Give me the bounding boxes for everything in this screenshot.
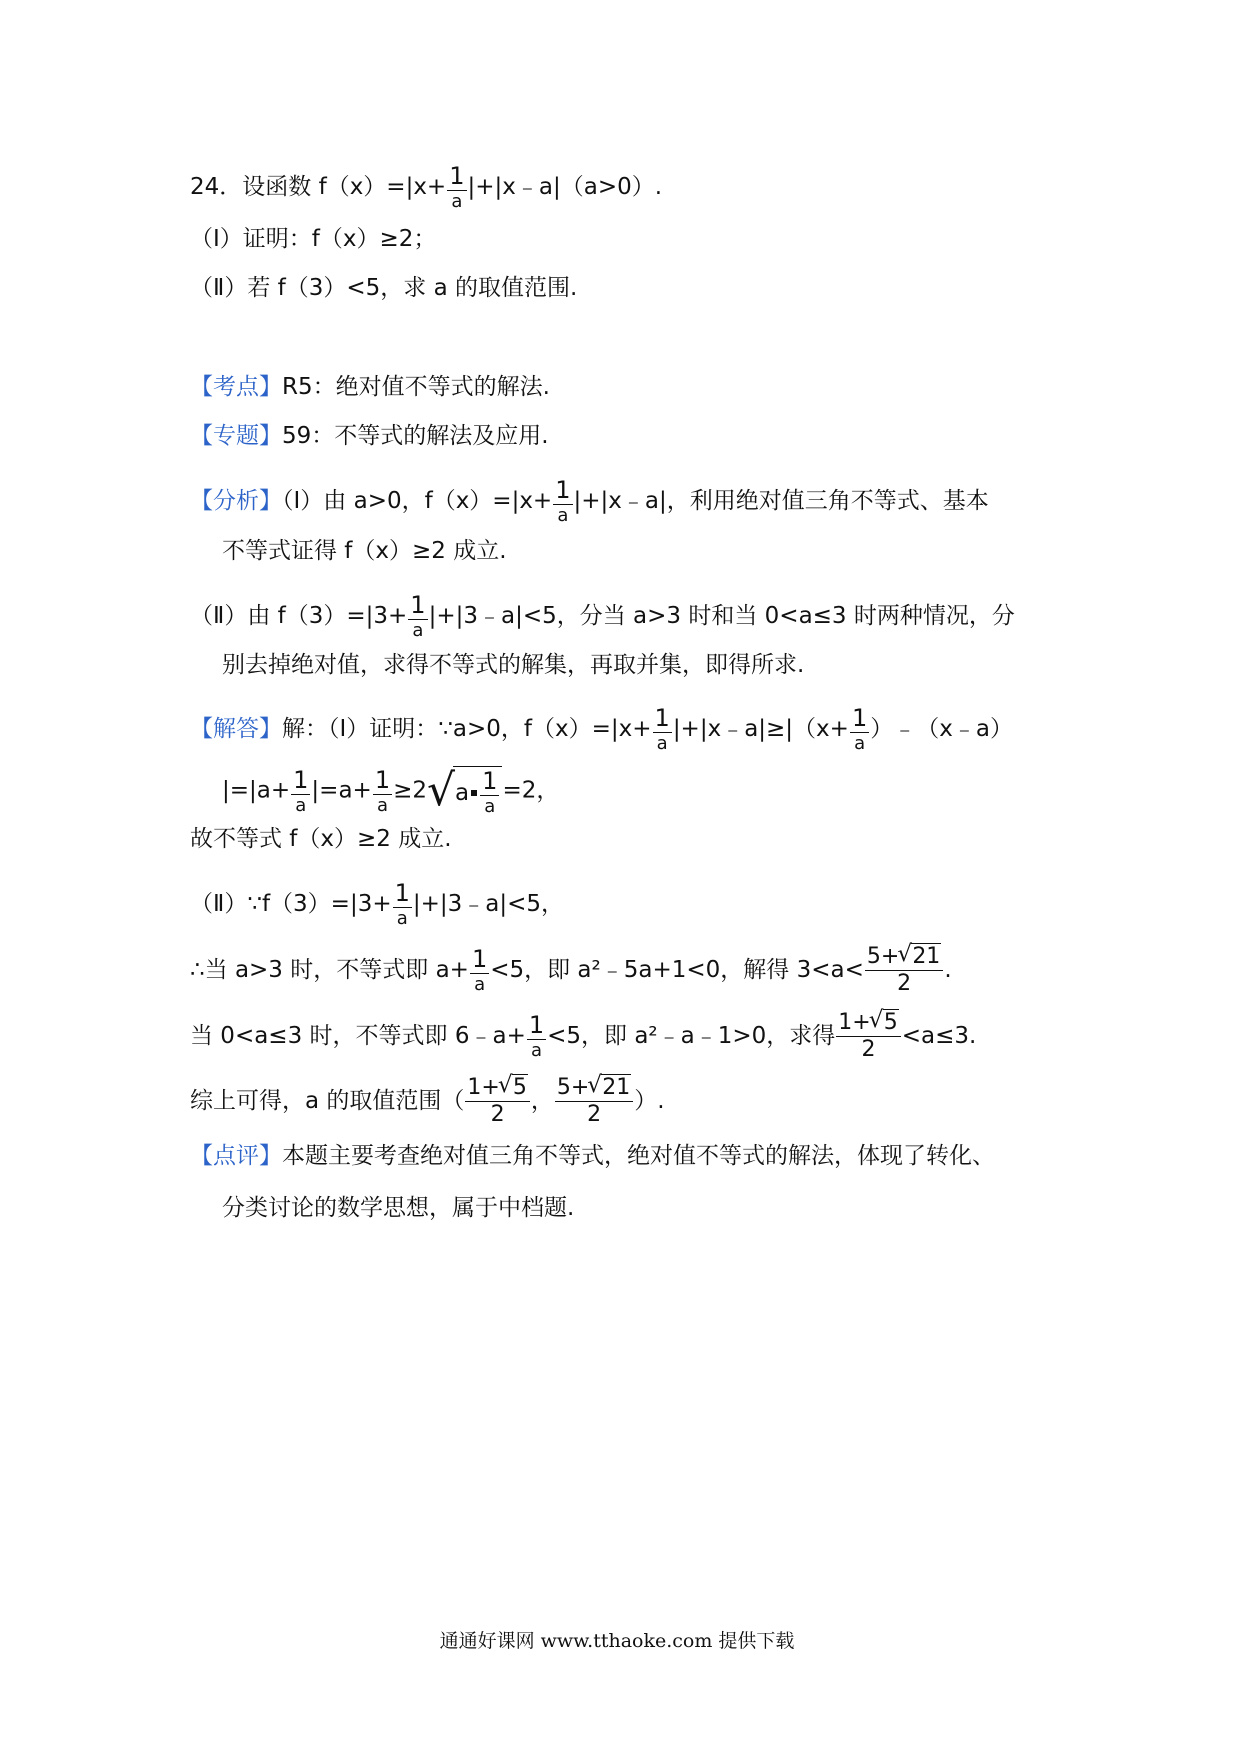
dianping-line1: 【点评】本题主要考查绝对值三角不等式，绝对值不等式的解法，体现了转化、 (190, 1143, 995, 1169)
fenxi-line4: 别去掉绝对值，求得不等式的解集，再取并集，即得所求. (222, 652, 805, 678)
fraction-5-plus-sqrt21-over-2: $\frac{5+√ 21}{2}$ (555, 1077, 633, 1126)
problem-part1: （Ⅰ）证明：f（x）≥2； (190, 226, 437, 252)
fraction: $\frac{1}{a}$ (410, 591, 426, 641)
problem-number: 24． (190, 174, 243, 200)
jieda-line4: （Ⅱ）∵f（3）=|3+ $\frac{1}{a}$ |+|3﹣a|<5， (190, 879, 565, 929)
fraction-1-plus-sqrt5-over-2: $\frac{1+√ 5}{2}$ (836, 1012, 900, 1061)
jieda-tag: 【解答】 (190, 716, 282, 742)
jieda-line2: |=|a+ $\frac{1}{a}$ |=a+ $\frac{1}{a}$ ≥2 √ a $\frac{1}{a}$ =2， (222, 765, 560, 817)
fenxi-line3: （Ⅱ）由 f（3）=|3+ $\frac{1}{a}$ |+|3﹣a|<5，分当 a>3 时和当 0<a≤3 时两种情况，分 (190, 591, 1015, 641)
kaodian-line: 【考点】R5：绝对值不等式的解法. (190, 374, 550, 400)
dianping-tag: 【点评】 (190, 1143, 282, 1169)
footer-source: 通通好课网 www.tthaoke.com 提供下载 (439, 1630, 795, 1652)
fraction: $\frac{1}{a}$ (374, 765, 391, 816)
fraction-1-plus-sqrt5-over-2: $\frac{1+√ 5}{2}$ (465, 1077, 529, 1126)
jieda-line5: ∴当 a>3 时，不等式即 a+ $\frac{1}{a}$ <5，即 a²﹣5a+1<0，解得 3<a< $\frac{5+√ 21}{2}$ . (190, 946, 952, 995)
jieda-line3: 故不等式 f（x）≥2 成立. (190, 826, 452, 852)
multiply-dot (471, 790, 477, 796)
fenxi-line2: 不等式证得 f（x）≥2 成立. (222, 538, 507, 564)
problem-statement: 24．设函数 f（x）=|x+ $\frac{1}{a}$ |+|x﹣a|（a>0）. (190, 162, 663, 212)
fraction: $\frac{1}{a}$ (471, 945, 488, 995)
jieda-line1: 【解答】解：（Ⅰ）证明：∵a>0，f（x）=|x+ $\frac{1}{a}$ |+|x﹣a|≥|（x+ $\frac{1}{a}$ ）﹣（x﹣a） (190, 704, 1013, 754)
fraction: $\frac{1}{a}$ (293, 765, 309, 816)
fraction: $\frac{1}{a}$ (555, 476, 571, 526)
fraction: $\frac{1}{a}$ (528, 1011, 545, 1061)
fenxi-line1: 【分析】（Ⅰ）由 a>0，f（x）=|x+ $\frac{1}{a}$ |+|x﹣a|，利用绝对值三角不等式、基本 (190, 476, 989, 526)
zhuanti-tag: 【专题】 (190, 423, 282, 449)
fraction: $\frac{1}{a}$ (482, 767, 498, 817)
kaodian-tag: 【考点】 (190, 374, 282, 400)
fenxi-tag: 【分析】 (190, 488, 282, 514)
fraction: $\frac{1}{a}$ (394, 879, 410, 929)
zhuanti-line: 【专题】59：不等式的解法及应用. (190, 423, 549, 449)
jieda-line6: 当 0<a≤3 时，不等式即 6﹣a+ $\frac{1}{a}$ <5，即 a²﹣a﹣1>0，求得 $\frac{1+√ 5}{2}$ <a≤3. (190, 1012, 976, 1061)
dianping-line2: 分类讨论的数学思想，属于中档题. (222, 1195, 575, 1221)
sqrt-expression: √ a $\frac{1}{a}$ (427, 766, 502, 816)
fraction: $\frac{1}{a}$ (449, 162, 465, 212)
jieda-line7: 综上可得，a 的取值范围（ $\frac{1+√ 5}{2}$ ， $\frac{5+√ 21}{2}$ ）. (190, 1077, 665, 1126)
fraction-5-plus-sqrt21-over-2: $\frac{5+√ 21}{2}$ (865, 946, 943, 995)
fraction: $\frac{1}{a}$ (851, 704, 868, 754)
fraction: $\frac{1}{a}$ (654, 704, 670, 754)
problem-part2: （Ⅱ）若 f（3）<5，求 a 的取值范围. (190, 275, 578, 301)
